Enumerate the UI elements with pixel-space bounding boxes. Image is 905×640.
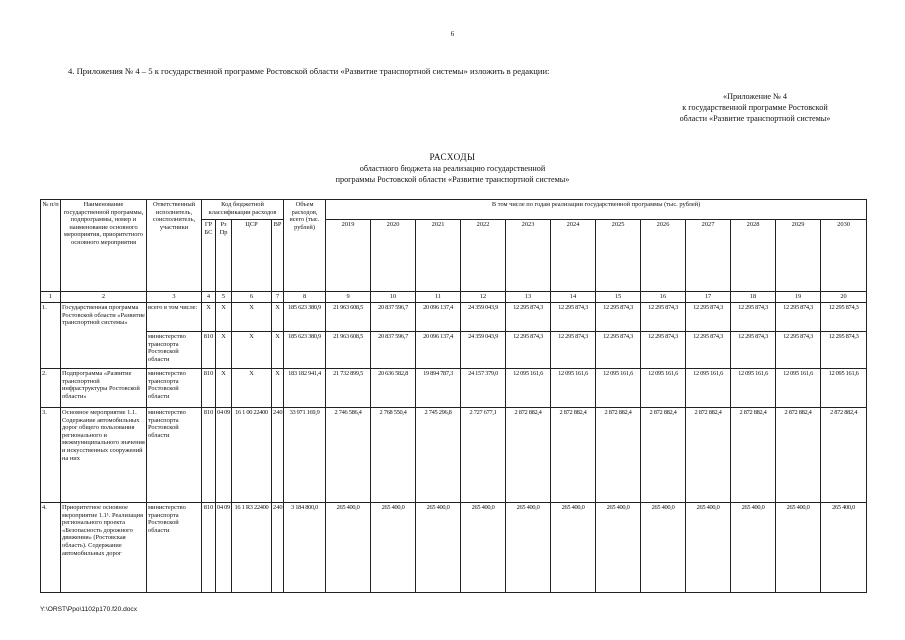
row-year-value: 12 295 874,3: [731, 332, 776, 369]
row-year-value: 12 295 874,3: [551, 332, 596, 369]
header-name: Наименование государственной программы, подпрограммы, номер и наименование основного мероприятия, приоритетного основного мероприятия: [61, 200, 147, 292]
column-number: 16: [641, 292, 686, 303]
row-csr: X: [232, 332, 272, 369]
column-number: 15: [596, 292, 641, 303]
column-number: 5: [216, 292, 232, 303]
row-year-value: 2 872 882,4: [731, 408, 776, 503]
document-title: РАСХОДЫ: [429, 152, 476, 162]
subtitle-line-2: программы Ростовской области «Развитие транспортной системы»: [335, 174, 570, 184]
table-row: [41, 503, 867, 593]
row-year-value: 2 872 882,4: [506, 408, 551, 503]
row-grbs: 810: [202, 332, 216, 369]
header-year: 2026: [641, 220, 686, 292]
row-year-value: 21 732 899,5: [326, 369, 371, 408]
row-year-value: 2 727 677,1: [461, 408, 506, 503]
row-vr: 240: [272, 408, 284, 503]
row-year-value: 2 872 882,4: [641, 408, 686, 503]
row-year-value: 265 400,0: [821, 503, 867, 593]
row-name: Государственная программа Ростовской области «Развитие транспортной системы»: [61, 303, 147, 369]
column-number: 13: [506, 292, 551, 303]
row-responsible: министерство транспорта Ростовской области: [147, 408, 202, 503]
column-number: 6: [232, 292, 272, 303]
row-year-value: 265 400,0: [416, 503, 461, 593]
header-year: 2027: [686, 220, 731, 292]
header-rzpr: Рз Пр: [216, 220, 232, 292]
row-vr: 240: [272, 503, 284, 593]
row-year-value: 265 400,0: [596, 503, 641, 593]
row-year-value: 2 872 882,4: [596, 408, 641, 503]
row-year-value: 12 095 161,6: [821, 369, 867, 408]
row-year-value: 2 745 296,8: [416, 408, 461, 503]
row-year-value: 12 095 161,6: [641, 369, 686, 408]
row-csr: X: [232, 303, 272, 332]
header-year: 2019: [326, 220, 371, 292]
row-year-value: 12 295 874,3: [776, 303, 821, 332]
column-number: 14: [551, 292, 596, 303]
appendix-line-3: области «Развитие транспортной системы»: [679, 114, 831, 123]
page-number: 6: [450, 30, 455, 38]
row-grbs: 810: [202, 503, 216, 593]
row-name: Основное мероприятие 1.1. Содержание автомобильных дорог общего пользования регионального и межмуниципального значения и искусственных сооружений на них: [61, 408, 147, 503]
subtitle-line-1: областного бюджета на реализацию государственной: [359, 164, 546, 173]
row-year-value: 21 963 608,5: [326, 303, 371, 332]
row-vr: X: [272, 303, 284, 332]
column-number: 19: [776, 292, 821, 303]
row-num: 2.: [41, 369, 61, 408]
header-responsible: Ответственный исполнитель, соисполнитель, участники: [147, 200, 202, 292]
row-name: Приоритетное основное мероприятие 1.1¹. Реализация регионального проекта «Безопасность дорожного движения» (Ростовская область). Содержание автомобильных дорог: [61, 503, 147, 593]
column-number: 17: [686, 292, 731, 303]
row-year-value: 21 963 608,5: [326, 332, 371, 369]
row-year-value: 265 400,0: [641, 503, 686, 593]
header-year: 2022: [461, 220, 506, 292]
row-year-value: 12 295 874,3: [776, 332, 821, 369]
row-year-value: 20 096 137,4: [416, 332, 461, 369]
expenses-table: [40, 199, 867, 593]
intro-text: 4. Приложения № 4 – 5 к государственной программе Ростовской области «Развитие транспортной системы» изложить в редакции:: [68, 66, 550, 76]
row-year-value: 2 768 550,4: [371, 408, 416, 503]
header-year: 2021: [416, 220, 461, 292]
column-number: 18: [731, 292, 776, 303]
header-year: 2024: [551, 220, 596, 292]
row-total: 33 971 169,9: [284, 408, 326, 503]
footer-file-path: Y:\ORST\Ppo\1102p170.f20.docx: [40, 606, 138, 613]
row-year-value: 12 295 874,3: [596, 332, 641, 369]
header-year: 2023: [506, 220, 551, 292]
row-year-value: 2 872 882,4: [686, 408, 731, 503]
row-total: 185 623 380,9: [284, 303, 326, 332]
row-year-value: 2 872 882,4: [776, 408, 821, 503]
document-subtitle: [0, 164, 905, 185]
row-rzpr: X: [216, 369, 232, 408]
row-year-value: 12 095 161,6: [596, 369, 641, 408]
row-year-value: 19 894 787,3: [416, 369, 461, 408]
header-year: 2020: [371, 220, 416, 292]
row-total: 185 623 380,9: [284, 332, 326, 369]
row-year-value: 265 400,0: [731, 503, 776, 593]
row-csr: 16 1 00 22400: [232, 408, 272, 503]
row-grbs: 810: [202, 408, 216, 503]
header-year: 2025: [596, 220, 641, 292]
column-number: 1: [41, 292, 61, 303]
row-responsible: министерство транспорта Ростовской области: [147, 503, 202, 593]
row-year-value: 265 400,0: [461, 503, 506, 593]
column-number: 8: [284, 292, 326, 303]
header-num: № п/п: [41, 200, 61, 292]
header-csr: ЦСР: [232, 220, 272, 292]
header-vr: ВР: [272, 220, 284, 292]
row-year-value: 12 295 874,3: [596, 303, 641, 332]
row-csr: X: [232, 369, 272, 408]
row-responsible: министерство транспорта Ростовской области: [147, 369, 202, 408]
appendix-line-1: «Приложение № 4: [722, 92, 788, 101]
row-year-value: 12 295 874,3: [641, 332, 686, 369]
row-num: 3.: [41, 408, 61, 503]
row-year-value: 24 359 043,9: [461, 332, 506, 369]
row-year-value: 2 746 586,4: [326, 408, 371, 503]
row-rzpr: X: [216, 332, 232, 369]
row-year-value: 12 295 874,3: [641, 303, 686, 332]
row-name: Подпрограмма «Развитие транспортной инфраструктуры Ростовской области»: [61, 369, 147, 408]
row-year-value: 12 095 161,6: [731, 369, 776, 408]
row-total: 183 182 941,4: [284, 369, 326, 408]
row-year-value: 265 400,0: [551, 503, 596, 593]
row-year-value: 265 400,0: [506, 503, 551, 593]
table-row: [41, 332, 867, 369]
row-rzpr: 04 09: [216, 503, 232, 593]
row-num: 4.: [41, 503, 61, 593]
appendix-heading: [640, 91, 870, 124]
row-year-value: 12 095 161,6: [776, 369, 821, 408]
row-csr: 16 1 R3 22400: [232, 503, 272, 593]
row-grbs: X: [202, 303, 216, 332]
appendix-line-2: к государственной программе Ростовской: [682, 103, 828, 112]
row-year-value: 12 295 874,3: [551, 303, 596, 332]
row-total: 3 184 800,0: [284, 503, 326, 593]
header-year: 2030: [821, 220, 867, 292]
row-rzpr: X: [216, 303, 232, 332]
row-year-value: 12 095 161,6: [506, 369, 551, 408]
row-year-value: 24 359 043,9: [461, 303, 506, 332]
header-budget-code: Код бюджетной классификации расходов: [202, 200, 284, 220]
table-row: [41, 303, 867, 332]
row-year-value: 12 095 161,6: [686, 369, 731, 408]
row-year-value: 12 295 874,3: [686, 303, 731, 332]
column-number: 3: [147, 292, 202, 303]
table-row: [41, 369, 867, 408]
row-year-value: 24 157 379,0: [461, 369, 506, 408]
column-number: 12: [461, 292, 506, 303]
row-year-value: 20 096 137,4: [416, 303, 461, 332]
row-year-value: 12 095 161,6: [551, 369, 596, 408]
column-number: 2: [61, 292, 147, 303]
row-year-value: 2 872 882,4: [821, 408, 867, 503]
row-year-value: 12 295 874,3: [821, 303, 867, 332]
row-year-value: 12 295 874,3: [686, 332, 731, 369]
column-number-row: [41, 292, 867, 303]
row-vr: X: [272, 332, 284, 369]
row-year-value: 265 400,0: [326, 503, 371, 593]
header-volume: Объем расходов, всего (тыс. рублей): [284, 200, 326, 292]
row-year-value: 12 295 874,3: [506, 303, 551, 332]
table-row: [41, 408, 867, 503]
header-grbs: ГР БС: [202, 220, 216, 292]
row-year-value: 2 872 882,4: [551, 408, 596, 503]
row-year-value: 265 400,0: [686, 503, 731, 593]
column-number: 4: [202, 292, 216, 303]
column-number: 9: [326, 292, 371, 303]
row-year-value: 12 295 874,3: [506, 332, 551, 369]
row-year-value: 20 837 596,7: [371, 332, 416, 369]
column-number: 10: [371, 292, 416, 303]
row-rzpr: 04 09: [216, 408, 232, 503]
row-responsible: министерство транспорта Ростовской области: [147, 332, 202, 369]
row-year-value: 12 295 874,3: [731, 303, 776, 332]
column-number: 20: [821, 292, 867, 303]
row-grbs: 810: [202, 369, 216, 408]
row-year-value: 20 636 582,8: [371, 369, 416, 408]
header-by-years: В том числе по годам реализации государственной программы (тыс. рублей): [326, 200, 867, 220]
row-year-value: 12 295 874,3: [821, 332, 867, 369]
column-number: 7: [272, 292, 284, 303]
header-year: 2029: [776, 220, 821, 292]
column-number: 11: [416, 292, 461, 303]
row-num: 1.: [41, 303, 61, 369]
row-responsible: всего в том числе:: [147, 303, 202, 332]
row-year-value: 265 400,0: [371, 503, 416, 593]
row-year-value: 265 400,0: [776, 503, 821, 593]
row-year-value: 20 837 596,7: [371, 303, 416, 332]
header-year: 2028: [731, 220, 776, 292]
row-vr: X: [272, 369, 284, 408]
